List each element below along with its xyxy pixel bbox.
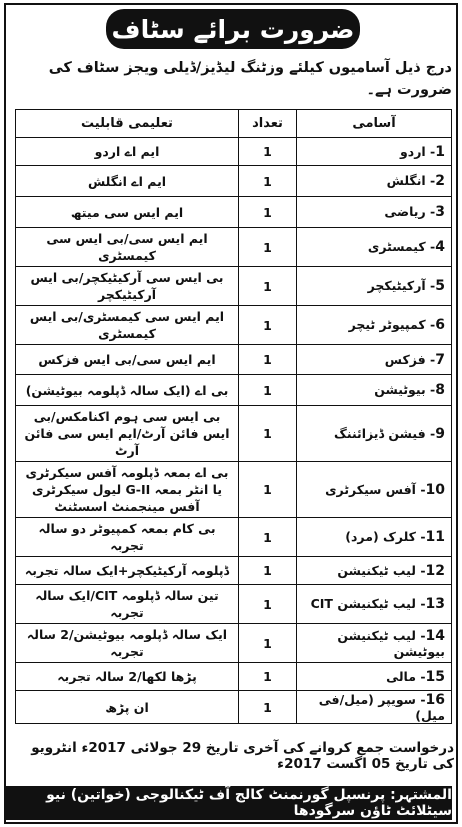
qualification-cell: ایم اے انگلش: [16, 166, 239, 197]
count-cell: 1: [239, 345, 297, 375]
count-cell: 1: [239, 406, 297, 462]
header-post: آسامی: [297, 110, 452, 138]
qualification-cell: بی کام بمعہ کمپیوٹر دو سالہ تجربہ: [16, 518, 239, 557]
table-row: [16, 663, 452, 691]
post-cell: [297, 166, 452, 197]
deadline-text: درخواست جمع کروانے کی آخری تاریخ 29 جولائی 2017ء انٹرویو کی تاریخ 05 اگست 2017ء: [31, 740, 454, 772]
table-row: [16, 406, 452, 462]
post-number: 8: [435, 382, 445, 398]
advertiser-bar: المشتہر: پرنسپل گورنمنٹ کالج آف ٹیکنالوجی (خواتین) نیو سیٹلائٹ ٹاؤن سرگودھا: [6, 786, 452, 820]
post-name: لیب ٹیکنیشن CIT: [310, 596, 416, 611]
post-cell: [297, 462, 452, 518]
post-number: 4: [435, 239, 445, 255]
post-separator: -: [430, 143, 436, 159]
table-row: [16, 375, 452, 406]
post-cell: [297, 138, 452, 166]
post-cell: [297, 624, 452, 663]
header-count: تعداد: [239, 110, 297, 138]
post-separator: -: [420, 481, 426, 497]
post-separator: -: [430, 382, 436, 397]
count-cell: 1: [239, 197, 297, 228]
intro-text: درج ذیل آسامیوں کیلئے وزٹنگ لیڈیز/ڈیلی ویجز سٹاف کی ضرورت ہے۔: [48, 60, 452, 98]
post-number: 6: [435, 317, 445, 333]
post-cell: [297, 375, 452, 406]
post-name: لیب ٹیکنیشن بیوٹیشن: [337, 627, 445, 659]
qualification-cell: بی ایس سی ہوم اکنامکس/بی ایس فائن آرٹ/ایم ایس سی فائن آرٹ: [16, 406, 239, 462]
qualification-cell: ایم ایس سی میتھ: [16, 197, 239, 228]
post-separator: -: [420, 529, 426, 544]
post-separator: -: [420, 668, 426, 684]
post-separator: -: [420, 691, 426, 707]
post-number: 2: [435, 173, 445, 189]
count-cell: 1: [239, 375, 297, 406]
post-name: انگلش: [386, 173, 426, 188]
post-cell: [297, 267, 452, 306]
post-number: 10: [425, 481, 445, 498]
count-cell: 1: [239, 166, 297, 197]
post-name: بیوٹیشن: [374, 382, 426, 397]
post-cell: [297, 585, 452, 624]
qualification-cell: بی اے (ایک سالہ ڈپلومہ بیوٹیشن): [16, 375, 239, 406]
post-name: سویپر (میل/فی میل): [318, 691, 445, 723]
count-cell: 1: [239, 691, 297, 724]
count-cell: 1: [239, 624, 297, 663]
count-cell: 1: [239, 228, 297, 267]
table-row: [16, 691, 452, 724]
post-separator: -: [420, 562, 426, 578]
count-cell: 1: [239, 462, 297, 518]
qualification-cell: ایم ایس سی/بی ایس سی کیمسٹری: [16, 228, 239, 267]
count-cell: 1: [239, 518, 297, 557]
table-header-row: [16, 110, 452, 138]
post-name: کیمسٹری: [367, 239, 426, 254]
qualification-cell: ایم ایس سی کیمسٹری/بی ایس کیمسٹری: [16, 306, 239, 345]
post-cell: [297, 306, 452, 345]
post-name: فزکس: [384, 351, 426, 367]
post-number: 12: [425, 562, 445, 579]
post-name: ریاضی: [384, 204, 426, 219]
post-cell: [297, 345, 452, 375]
post-number: 13: [425, 596, 445, 612]
qualification-cell: بی ایس سی آرکیٹیکچر/بی ایس آرکیٹیکچر: [16, 267, 239, 306]
post-separator: -: [430, 317, 436, 332]
jobs-table: [15, 109, 452, 724]
table-row: [16, 585, 452, 624]
qualification-cell: تین سالہ ڈپلومہ CIT/ایک سالہ تجربہ: [16, 585, 239, 624]
post-number: 9: [435, 425, 445, 442]
post-separator: -: [420, 596, 426, 611]
post-separator: -: [430, 239, 436, 254]
post-name: کلرک (مرد): [345, 529, 416, 544]
post-cell: [297, 406, 452, 462]
count-cell: 1: [239, 663, 297, 691]
table-row: [16, 518, 452, 557]
post-separator: -: [430, 173, 436, 188]
post-name: کمپیوٹر ٹیچر: [348, 317, 426, 332]
post-cell: [297, 691, 452, 724]
post-cell: [297, 663, 452, 691]
post-number: 5: [435, 278, 445, 294]
post-cell: [297, 557, 452, 585]
post-name: اردو: [400, 143, 426, 159]
table-row: [16, 462, 452, 518]
table-row: [16, 138, 452, 166]
table-row: [16, 267, 452, 306]
post-number: 14: [425, 627, 445, 644]
post-number: 16: [425, 691, 445, 708]
page-title: ضرورت برائے سٹاف: [106, 9, 360, 49]
post-cell: [297, 197, 452, 228]
count-cell: 1: [239, 557, 297, 585]
qualification-cell: پڑھا لکھا/2 سالہ تجربہ: [16, 663, 239, 691]
table-row: [16, 197, 452, 228]
count-cell: 1: [239, 138, 297, 166]
post-name: لیب ٹیکنیشن: [337, 562, 416, 578]
qualification-cell: بی اے بمعہ ڈپلومہ آفس سیکرٹری یا انٹر بمعہ G-II لیول سیکرٹری آفس مینجمنٹ اسسٹنٹ: [16, 462, 239, 518]
post-separator: -: [430, 351, 436, 367]
post-number: 11: [425, 529, 445, 545]
advertisement-frame: [4, 3, 458, 824]
post-name: آفس سیکرٹری: [325, 481, 416, 497]
qualification-cell: ڈپلومہ آرکیٹیکچر+ایک سالہ تجربہ: [16, 557, 239, 585]
post-number: 1: [435, 143, 445, 160]
table-row: [16, 345, 452, 375]
table-row: [16, 166, 452, 197]
post-number: 7: [435, 351, 445, 368]
post-separator: -: [420, 627, 426, 643]
post-number: 3: [435, 204, 445, 220]
post-number: 15: [425, 668, 445, 685]
post-name: آرکیٹیکچر: [367, 278, 426, 293]
table-row: [16, 557, 452, 585]
qualification-cell: ایم اے اردو: [16, 138, 239, 166]
qualification-cell: ایم ایس سی/بی ایس فزکس: [16, 345, 239, 375]
table-row: [16, 228, 452, 267]
post-cell: [297, 228, 452, 267]
header-qualification: تعلیمی قابلیت: [16, 110, 239, 138]
post-separator: -: [430, 425, 436, 441]
qualification-cell: ان پڑھ: [16, 691, 239, 724]
count-cell: 1: [239, 267, 297, 306]
post-cell: [297, 518, 452, 557]
table-row: [16, 306, 452, 345]
count-cell: 1: [239, 306, 297, 345]
qualification-cell: ایک سالہ ڈپلومہ بیوٹیشن/2 سالہ تجربہ: [16, 624, 239, 663]
table-row: [16, 624, 452, 663]
post-separator: -: [430, 278, 436, 293]
count-cell: 1: [239, 585, 297, 624]
post-separator: -: [430, 204, 436, 219]
post-name: فیشن ڈیزائننگ: [334, 425, 426, 441]
post-name: مالی: [386, 668, 416, 684]
